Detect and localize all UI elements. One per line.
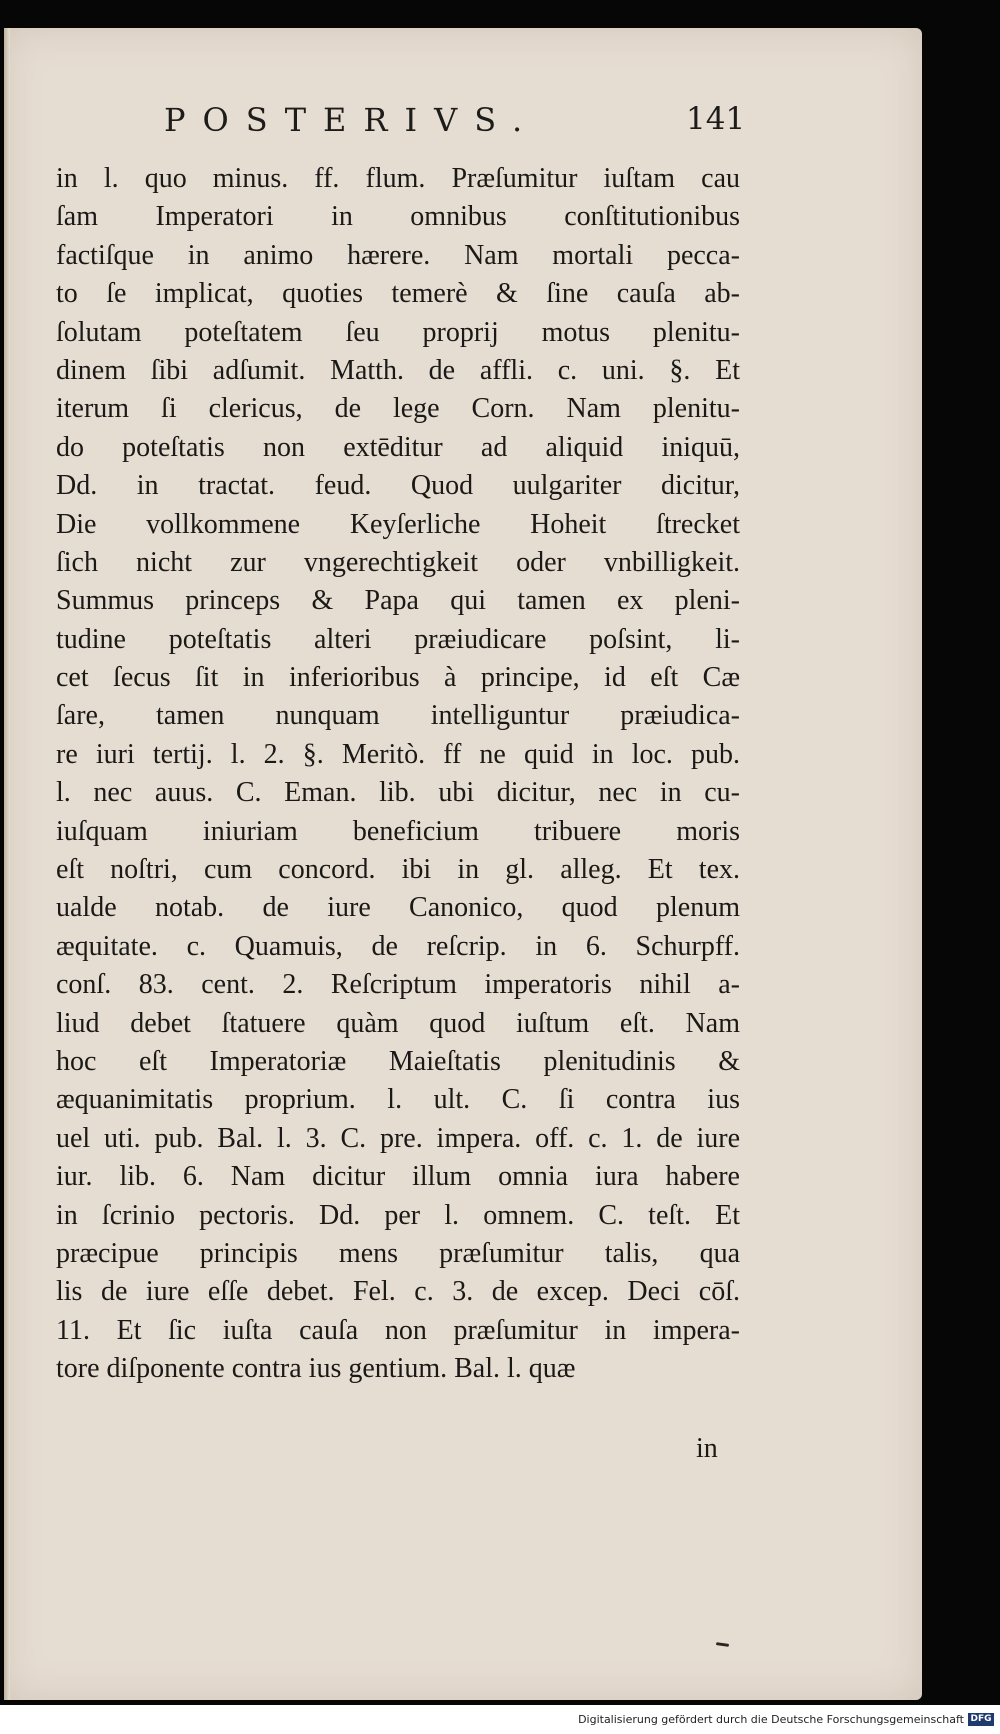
text-line: ualde notab. de iure Canonico, quod plenum <box>56 892 740 924</box>
text-line: re iuri tertij. l. 2. §. Meritò. ff ne quid in loc. pub. <box>56 738 740 770</box>
text-line: Die vollkommene Keyſerliche Hoheit ſtrecket <box>56 508 740 540</box>
dfg-logo: DFG <box>968 1713 994 1726</box>
text-line: in l. quo minus. ff. flum. Præſumitur iuſtam cau <box>56 163 740 194</box>
text-line: tore diſponente contra ius gentium. Bal. l. quæ <box>56 1353 576 1385</box>
body-text <box>56 160 740 1389</box>
text-line: Dd. in tractat. feud. Quod uulgariter dicitur, <box>56 470 740 502</box>
text-line: iur. lib. 6. Nam dicitur illum omnia iura habere <box>56 1161 740 1193</box>
text-line: iuſquam iniuriam beneficium tribuere moris <box>56 815 740 847</box>
digitization-footer <box>0 1705 1000 1734</box>
text-line: factiſque in animo hærere. Nam mortali pecca- <box>56 239 740 271</box>
text-line: ſolutam poteſtatem ſeu proprij motus plenitu- <box>56 316 740 348</box>
text-line: dinem ſibi adſumit. Matth. de affli. c. uni. §. Et <box>56 354 740 386</box>
text-line: æquanimitatis proprium. l. ult. C. ſi contra ius <box>56 1084 740 1116</box>
text-line: tudine poteſtatis alteri præiudicare poſsint, li- <box>56 623 740 655</box>
text-line: in ſcrinio pectoris. Dd. per l. omnem. C. teſt. Et <box>56 1199 740 1231</box>
ink-mark <box>716 1642 729 1647</box>
text-line: do poteſtatis non extēditur ad aliquid iniquū, <box>56 431 740 463</box>
text-line: iterum ſi clericus, de lege Corn. Nam plenitu- <box>56 393 740 425</box>
text-line: ſam Imperatori in omnibus conſtitutionibus <box>56 201 740 233</box>
book-page <box>4 28 922 1700</box>
text-line: 11. Et ſic iuſta cauſa non præſumitur in impera- <box>56 1314 740 1346</box>
text-line: cet ſecus ſit in inferioribus à principe, id eſt Cæ <box>56 662 740 694</box>
text-line: to ſe implicat, quoties temerè & ſine cauſa ab- <box>56 278 740 310</box>
text-line: eſt noſtri, cum concord. ibi in gl. alleg. Et tex. <box>56 854 740 886</box>
text-line: lis de iure eſſe debet. Fel. c. 3. de excep. Deci cōſ. <box>56 1276 740 1308</box>
page-edge <box>4 28 10 1700</box>
catchword: in <box>696 1433 718 1464</box>
text-line: uel uti. pub. Bal. l. 3. C. pre. impera. off. c. 1. de iure <box>56 1122 740 1154</box>
text-line: præcipue principis mens præſumitur talis, qua <box>56 1237 740 1269</box>
footer-credit: Digitalisierung gefördert durch die Deutsche Forschungsgemeinschaft <box>578 1713 964 1726</box>
text-line: ſich nicht zur vngerechtigkeit oder vnbilligkeit. <box>56 546 740 578</box>
text-line: l. nec auus. C. Eman. lib. ubi dicitur, nec in cu- <box>56 777 740 809</box>
text-line: Summus princeps & Papa qui tamen ex pleni- <box>56 585 740 617</box>
page-number: 141 <box>686 101 746 137</box>
text-line: æquitate. c. Quamuis, de reſcrip. in 6. Schurpff. <box>56 930 740 962</box>
text-line: liud debet ſtatuere quàm quod iuſtum eſt. Nam <box>56 1007 740 1039</box>
text-line: ſare, tamen nunquam intelliguntur præiudica- <box>56 700 740 732</box>
text-line: conſ. 83. cent. 2. Reſcriptum imperatoris nihil a- <box>56 969 740 1001</box>
running-head: POSTERIVS. <box>164 101 540 139</box>
text-line: hoc eſt Imperatoriæ Maieſtatis plenitudinis & <box>56 1045 740 1077</box>
